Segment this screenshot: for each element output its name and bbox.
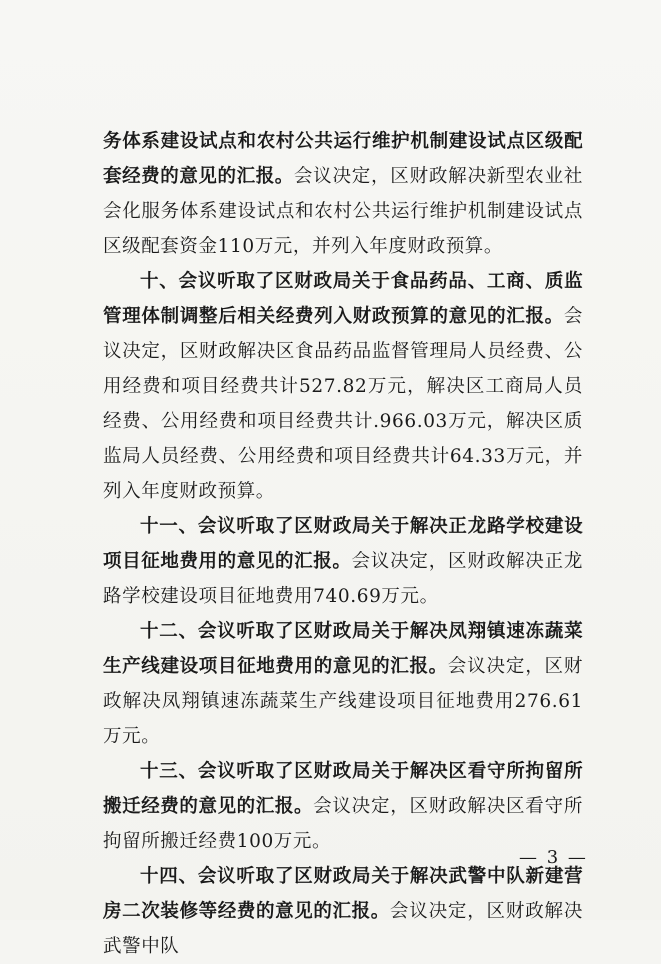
paragraph-text: 会议决定，区财政解决新型农业社会化服务体系建设试点和农村公共运行维护机制建设试点区级配套资金110万元，并列入年度财政预算。 [103,166,583,257]
paragraph-heading: 务体系建设试点和农村公共运行维护机制建设试点区级配套经费的意见的汇报。 [103,131,583,187]
paragraph-heading: 十三、会议听取了区财政局关于解决区看守所拘留所搬迁经费的意见的汇报。 [103,761,583,817]
paragraph-item-11 [103,509,583,614]
paragraph-item-12 [103,614,583,754]
paragraph-continuation [103,124,583,264]
paragraph-text: 会议决定，区财政解决区看守所拘留所搬迁经费100万元。 [103,796,584,852]
page-number: — 3 — [519,847,588,868]
paragraph-item-10 [103,264,583,509]
paragraph-heading: 十、会议听取了区财政局关于食品药品、工商、质监管理体制调整后相关经费列入财政预算的意见的汇报。 [103,271,583,327]
paragraph-heading: 十二、会议听取了区财政局关于解决凤翔镇速冻蔬菜生产线建设项目征地费用的意见的汇报。 [103,621,583,677]
paragraph-heading: 十四、会议听取了区财政局关于解决武警中队新建营房二次装修等经费的意见的汇报。 [103,866,583,922]
paragraph-text: 会议决定，区财政解决正龙路学校建设项目征地费用740.69万元。 [103,551,584,607]
paragraph-text: 会议决定，区财政解决区食品药品监督管理局人员经费、公用经费和项目经费共计527.82万元，解决区工商局人员经费、公用经费和项目经费共计.966.03万元，解决区质监局人员经费、公用经费和项目经费共计64.33万元，并列入年度财政预算。 [103,306,583,502]
paragraph-heading: 十一、会议听取了区财政局关于解决正龙路学校建设项目征地费用的意见的汇报。 [103,516,583,572]
paragraph-text: 会议决定，区财政解决武警中队 [103,901,583,957]
paragraph-item-13 [103,754,583,859]
paragraph-text: 会议决定，区财政解决凤翔镇速冻蔬菜生产线建设项目征地费用276.61万元。 [103,656,584,747]
paragraph-item-14 [103,859,583,964]
document-body [103,124,583,964]
